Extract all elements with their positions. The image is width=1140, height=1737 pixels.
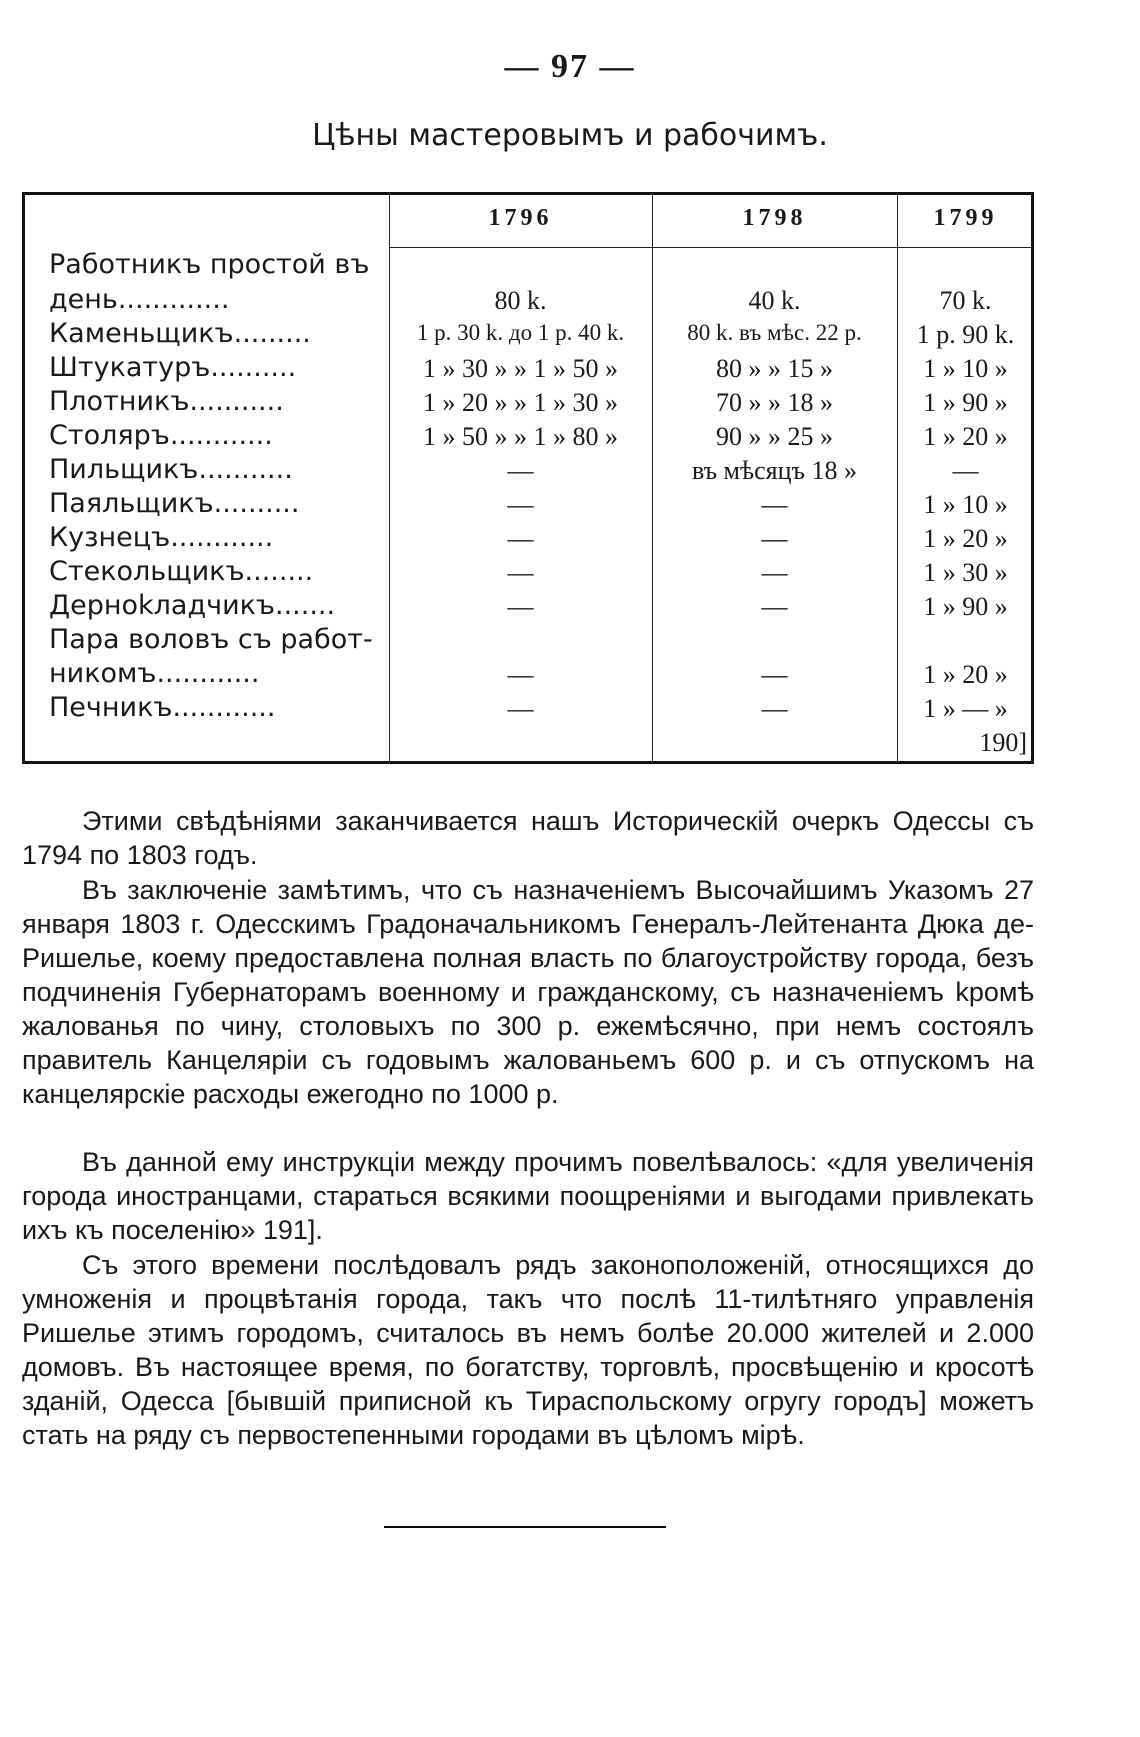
row-label: Столяръ............ bbox=[49, 420, 273, 451]
row-label: Кузнецъ............ bbox=[49, 522, 274, 553]
row-label: Плотникъ........... bbox=[49, 386, 284, 417]
cell-1799: 1 » 20 » bbox=[923, 660, 1008, 689]
cell-1799: 1 » 90 » bbox=[923, 592, 1008, 621]
year-header-1796: 1796 bbox=[488, 205, 553, 231]
row-label: Работникъ простой въ bbox=[49, 249, 370, 280]
cell-1799: 1 » 90 » bbox=[923, 388, 1008, 417]
cell-1799: 1 » 30 » bbox=[923, 558, 1008, 587]
cell-1796: — bbox=[507, 456, 534, 485]
page-title: Цѣны мастеровымъ и рабочимъ. bbox=[312, 118, 828, 153]
row-label: Штукатуръ.......... bbox=[49, 352, 297, 383]
cell-1796: — bbox=[507, 524, 534, 553]
cell-1798: — bbox=[761, 592, 788, 621]
cell-1796: 1 » 30 » » 1 » 50 » bbox=[423, 354, 618, 383]
cell-1796: — bbox=[507, 694, 534, 723]
cell-1796: — bbox=[507, 592, 534, 621]
cell-1798: въ мѣсяцъ 18 » bbox=[691, 456, 857, 485]
closing-rule bbox=[384, 1526, 666, 1528]
wages-table bbox=[22, 192, 1034, 764]
cell-1798: — bbox=[761, 694, 788, 723]
cell-1799: 70 k. bbox=[939, 286, 992, 315]
cell-1799: 1 » 20 » bbox=[923, 422, 1008, 451]
cell-1796: 80 k. bbox=[494, 286, 547, 315]
row-label: Печникъ............ bbox=[49, 692, 276, 723]
row-label: Дерноkладчикъ....... bbox=[49, 590, 336, 621]
cell-1799: — bbox=[952, 456, 979, 485]
cell-1796: 1 р. 30 k. до 1 р. 40 k. bbox=[416, 320, 625, 345]
cell-1796: — bbox=[507, 490, 534, 519]
cell-1798: — bbox=[761, 660, 788, 689]
cell-1799: 1 » 10 » bbox=[923, 354, 1008, 383]
row-label: Стекольщикъ........ bbox=[49, 556, 314, 587]
paragraph: Въ заключеніе замѣтимъ, что съ назначеніемъ Высочайшимъ Указомъ 27 января 1803 г. Одесскимъ Градоначальникомъ Генералъ-Лейтенанта Дюка де-Ришелье, коему предоставлена полная власть по благоустройству города, безъ подчиненія Губернаторамъ военному и гражданскому, съ назначеніемъ kромѣ жалованья по чину, столовыхъ по 300 р. ежемѣсячно, при немъ состоялъ правитель Канцеляріи съ годовымъ жалованьемъ 600 р. и съ отпускомъ на канцелярскіе расходы ежегодно по 1000 р. bbox=[22, 875, 1034, 1109]
row-label: Пара воловъ съ работ- bbox=[49, 624, 373, 655]
footnote-marker: 190] bbox=[979, 728, 1027, 757]
row-label: Пильщикъ........... bbox=[49, 454, 293, 485]
cell-1796: 1 » 50 » » 1 » 80 » bbox=[423, 422, 618, 451]
cell-1798: 90 » » 25 » bbox=[716, 422, 833, 451]
row-label: Каменьщикъ......... bbox=[49, 318, 311, 349]
cell-1799: 1 » 10 » bbox=[923, 490, 1008, 519]
cell-1796: — bbox=[507, 660, 534, 689]
page-number: — 97 — bbox=[504, 48, 636, 85]
year-header-1799: 1799 bbox=[933, 205, 998, 231]
cell-1798: — bbox=[761, 558, 788, 587]
cell-1799: 1 » 20 » bbox=[923, 524, 1008, 553]
cell-1796: — bbox=[507, 558, 534, 587]
paragraph: Въ данной ему инструкціи между прочимъ повелѣвалось: «для увеличенія города иностранцами, стараться всякими поощреніями и выгодами привлекать ихъ къ поселенію» 191]. bbox=[22, 1147, 1034, 1245]
row-label: никомъ............ bbox=[49, 658, 260, 689]
cell-1798: 80 » » 15 » bbox=[716, 354, 833, 383]
cell-1796: 1 » 20 » » 1 » 30 » bbox=[423, 388, 618, 417]
cell-1799: 1 » — » bbox=[923, 694, 1008, 723]
paragraph: Этими свѣдѣніями заканчивается нашъ Историческій очеркъ Одессы съ 1794 по 1803 годъ. bbox=[22, 806, 1034, 870]
cell-1798: 80 k. въ мѣс. 22 р. bbox=[687, 320, 862, 345]
cell-1799: 1 р. 90 k. bbox=[916, 320, 1015, 349]
cell-1798: 40 k. bbox=[748, 286, 801, 315]
row-label: день............. bbox=[49, 284, 230, 315]
row-label: Паяльщикъ.......... bbox=[49, 488, 300, 519]
cell-1798: — bbox=[761, 490, 788, 519]
cell-1798: — bbox=[761, 524, 788, 553]
cell-1798: 70 » » 18 » bbox=[716, 388, 833, 417]
table-header-rule bbox=[389, 247, 1031, 248]
paragraph: Съ этого времени послѣдовалъ рядъ законоположеній, относящихся до умноженія и процвѣтанія города, такъ что послѣ 11-тилѣтняго управленія Ришелье этимъ городомъ, считалось въ немъ болѣе 20.000 жителей и 2.000 домовъ. Въ настоящее время, по богатству, торговлѣ, просвѣщенію и кросотѣ зданій, Одесса [бывшій приписной къ Тираспольскому огругу городъ] можетъ стать на ряду съ первостепенными городами въ цѣломъ мірѣ. bbox=[22, 1250, 1034, 1450]
year-header-1798: 1798 bbox=[742, 205, 807, 231]
